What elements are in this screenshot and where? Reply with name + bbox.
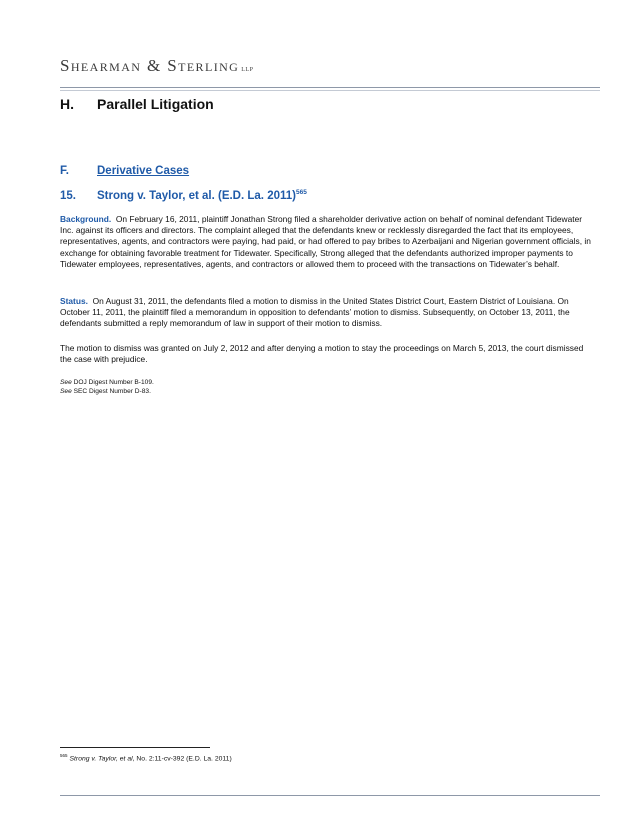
footnote-case-name: Strong v. Taylor, et al [69,755,133,763]
case-heading [60,189,307,202]
header-rule-secondary [60,90,600,91]
ruling-paragraph [60,343,596,365]
footer-rule [60,795,600,796]
status-text: On August 31, 2011, the defendants filed a motion to dismiss in the United States District Court, Eastern District of Louisiana. On October 11, 2011, the plaintiff filed a memorandum in opposition to defendants’ motion to dismiss. Subsequently, on October 13, 2011, the defendants submitted a reply memorandum of law in support of their motion to dismiss. [60,296,570,329]
background-text: On February 16, 2011, plaintiff Jonathan Strong filed a shareholder derivative action on behalf of nominal defendant Tidewater Inc. against its officers and directors. The complaint alleged that the defendants knew or recklessly disregarded the fact that its employees, representatives, agents, and contractors were paying, had paid, or had offered to pay bribes to Azerbaijani and Nigerian government officials, in exchange for obtaining favorable treatment for Tidewater. Specifically, Strong alleged that the defendants authorized improper payments to Tidewater employees, representatives, agents, and contractors or allowed them to proceed with the transactions on Tidewater’s behalf. [60,214,591,269]
section-title: Parallel Litigation [97,96,214,112]
footnote-reference[interactable]: 565 [295,189,307,196]
doj-reference [60,378,154,387]
footnote [60,753,232,762]
see-signal: See [60,388,72,395]
logo-suffix: LLP [241,67,254,73]
case-number: 15. [60,189,76,202]
background-label: Background. [60,214,112,224]
case-title: Strong v. Taylor, et al. (E.D. La. 2011) [97,189,296,202]
sec-reference-text: SEC Digest Number D-83. [73,388,151,395]
status-label: Status. [60,296,88,306]
doj-reference-text: DOJ Digest Number B-109. [73,379,154,386]
footnote-separator [60,747,210,748]
background-paragraph [60,214,596,270]
logo-text: Shearman & Sterling [60,56,240,75]
ruling-text: The motion to dismiss was granted on July 2, 2012 and after denying a motion to stay the proceedings on March 5, 2013, the court dismissed the case with prejudice. [60,343,584,365]
footnote-citation: , No. 2:11-cv-392 (E.D. La. 2011) [132,755,232,763]
see-signal: See [60,379,72,386]
section-heading-h [60,96,214,112]
sec-reference [60,387,154,396]
subsection-title: Derivative Cases [97,165,190,177]
firm-logo [60,56,253,76]
status-paragraph [60,296,596,330]
header-rule [60,87,600,88]
footnote-number: 565 [60,753,68,758]
digest-references [60,378,154,396]
section-number: H. [60,96,74,112]
subsection-number: F. [60,165,69,177]
subsection-heading-f[interactable] [60,165,189,177]
